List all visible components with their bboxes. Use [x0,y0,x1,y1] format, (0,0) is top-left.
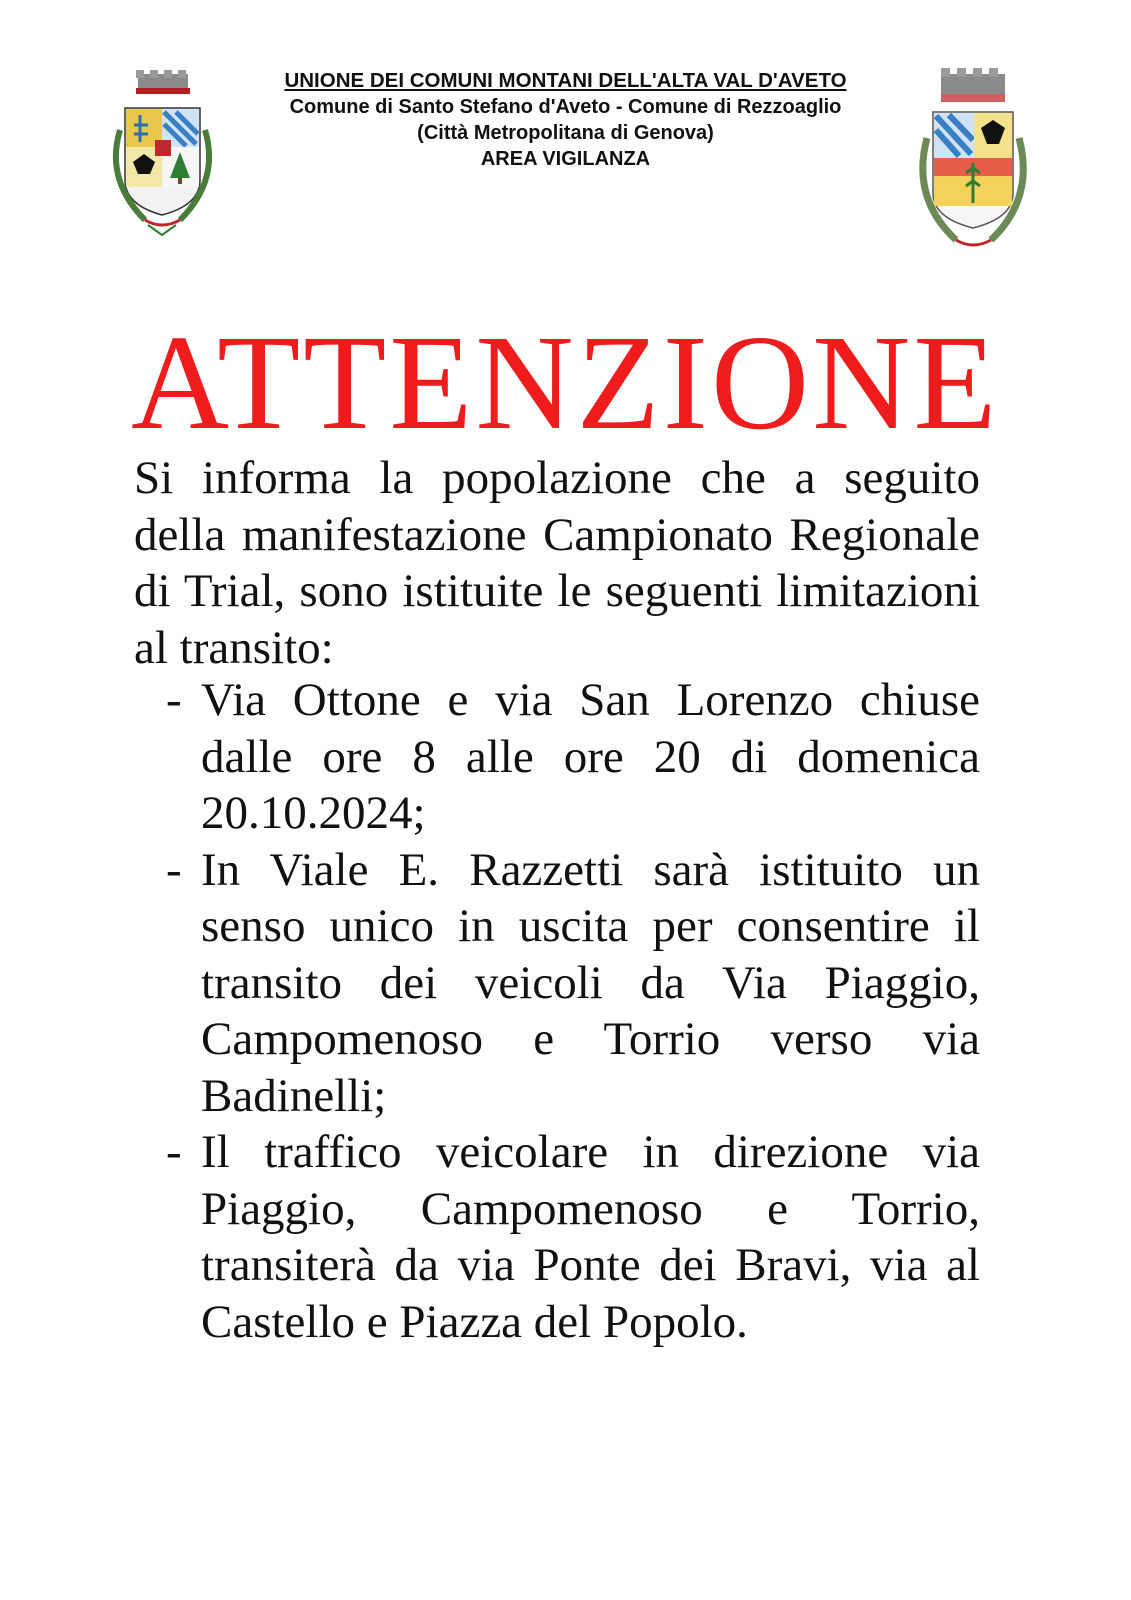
intro-paragraph: Si informa la popolazione che a seguito della manifestazione Campionato Regionale di Trial, sono istituite le seguenti limitazioni al transito: [134,452,980,674]
bullet-dash: - [166,843,182,896]
bullet-dash: - [166,674,182,726]
header-metropolitan-city: (Città Metropolitana di Genova) [417,122,714,144]
header-union-name: UNIONE DEI COMUNI MONTANI DELL'ALTA VAL D'AVETO [284,69,847,92]
list-item-text: Via Ottone e via San Lorenzo chiuse dalle ore 8 alle ore 20 di domenica 20.10.2024; [201,674,980,839]
header-area: AREA VIGILANZA [480,148,651,170]
restrictions-list [134,672,980,1350]
list-item [134,842,980,1125]
list-item-text: Il traffico veicolare in direzione via Piaggio, Campomenoso e Torrio, transiterà da via Ponte dei Bravi, via al Castello e Piazza del Popolo. [201,1126,980,1348]
bullet-dash: - [166,1126,182,1178]
page-title: ATTENZIONE [131,308,1000,458]
list-item-text: In Viale E. Razzetti sarà istituito un senso unico in uscita per consentire il transito dei veicoli da Via Piaggio, Campomenoso e Torrio verso via Badinelli; [201,843,980,1122]
document-header [200,68,931,172]
header-communes: Comune di Santo Stefano d'Aveto - Comune di Rezzoaglio [289,96,842,118]
coat-of-arms-rezzoaglio-icon [911,68,1036,268]
list-item [134,672,980,842]
list-item [134,1124,980,1350]
